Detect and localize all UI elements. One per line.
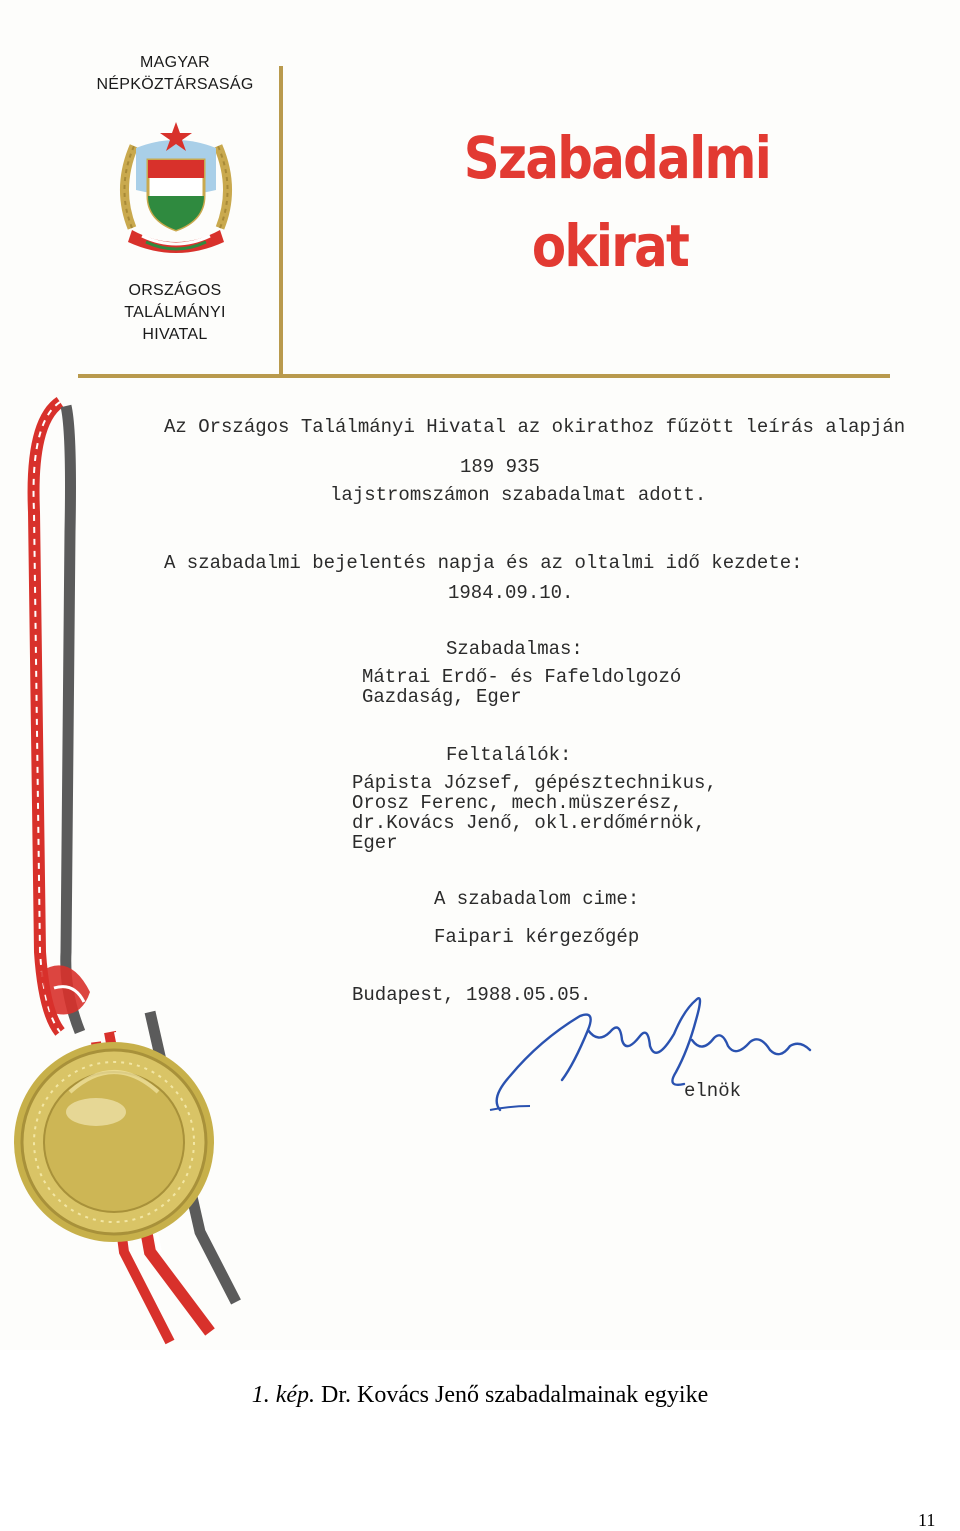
issuer-country: MAGYAR NÉPKÖZTÁRSASÁG — [96, 54, 254, 93]
inventor-line: Eger — [352, 832, 398, 854]
issuer-office: ORSZÁGOS TALÁLMÁNYI HIVATAL — [124, 282, 226, 343]
signer-role: elnök — [684, 1080, 742, 1102]
inventors-label: Feltalálók: — [446, 744, 572, 766]
owner-line: Mátrai Erdő- és Fafeldolgozó — [362, 666, 682, 688]
registration-number: 189 935 — [460, 456, 540, 478]
page-number: 11 — [918, 1510, 936, 1530]
filing-date: 1984.09.10. — [448, 582, 574, 604]
owner-line: Gazdaság, Eger — [362, 686, 522, 708]
inventor-line: Pápista József, gépésztechnikus, — [352, 772, 717, 794]
registration-text: lajstromszámon szabadalmat adott. — [330, 484, 707, 506]
owner-label: Szabadalmas: — [446, 638, 583, 660]
document-title-line-1: Szabadalmi — [463, 124, 771, 192]
intro-text: Az Országos Találmányi Hivatal az okirathoz fűzött leírás alapján — [164, 416, 906, 438]
letterhead-vertical-rule — [279, 66, 283, 376]
caption-text: Dr. Kovács Jenő szabadalmainak egyike — [315, 1382, 709, 1408]
place-date: Budapest, 1988.05.05. — [352, 984, 592, 1006]
inventor-line: dr.Kovács Jenő, okl.erdőmérnök, — [352, 812, 706, 834]
patent-title-label: A szabadalom cime: — [434, 888, 640, 910]
ribbon-and-seal — [0, 392, 260, 1352]
handwritten-signature — [470, 980, 830, 1120]
coat-of-arms-emblem — [112, 118, 240, 263]
filing-label: A szabadalmi bejelentés napja és az oltalmi idő kezdete: — [164, 552, 803, 574]
letterhead-horizontal-rule — [78, 374, 890, 378]
inventor-line: Orosz Ferenc, mech.müszerész, — [352, 792, 683, 814]
patent-title: Faipari kérgezőgép — [434, 926, 640, 948]
caption-label: 1. kép. — [251, 1382, 316, 1408]
figure-caption — [0, 1382, 960, 1409]
document-title-line-2: okirat — [531, 212, 689, 280]
